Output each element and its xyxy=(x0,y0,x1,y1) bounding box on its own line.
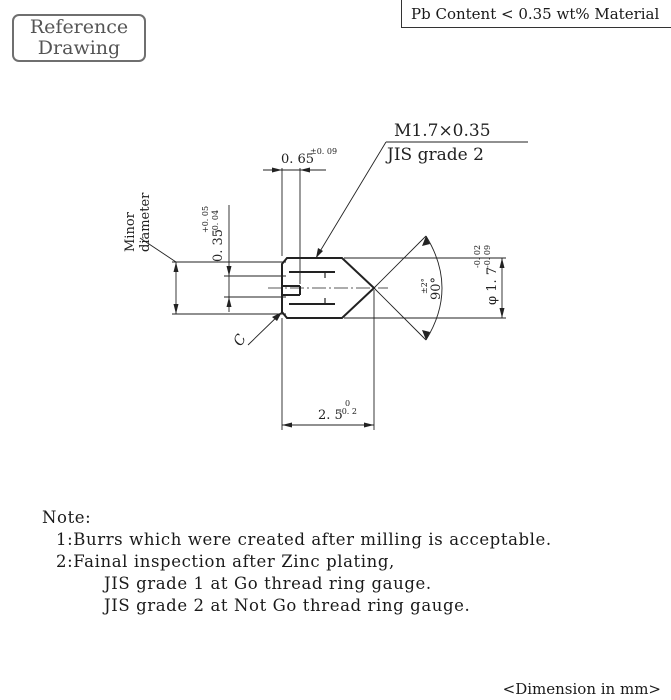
dimension-lines xyxy=(140,142,528,430)
slot-width-tolerance: ±0. 09 xyxy=(310,147,338,156)
arrowheads xyxy=(174,168,505,428)
reference-label-line1: Reference xyxy=(29,16,129,38)
point-angle-value: 90° xyxy=(429,276,444,300)
thread-spec: M1.7×0.35 xyxy=(394,121,491,141)
material-note: Pb Content < 0.35 wt% Material xyxy=(401,0,671,28)
minor-diameter-label-line2: diameter xyxy=(138,192,153,252)
dimension-unit-label: <Dimension in mm> xyxy=(502,680,661,698)
point-angle-tolerance: ±2° xyxy=(420,278,429,294)
notes-title: Note: xyxy=(42,508,92,527)
thread-grade: JIS grade 2 xyxy=(387,145,484,165)
diameter-tolerance-lower: -0. 09 xyxy=(483,244,492,268)
diameter-value: φ 1. 7 xyxy=(485,266,500,305)
reference-label-line2: Drawing xyxy=(37,37,121,59)
chamfer-label: C xyxy=(230,331,250,349)
note-item-1: 1:Burrs which were created after milling is acceptable. xyxy=(56,530,552,549)
slot-width-value: 0. 65 xyxy=(281,152,315,167)
diameter-tolerance-upper: -0. 02 xyxy=(473,244,482,268)
length-value: 2. 5 xyxy=(318,408,343,423)
length-tolerance-lower: -0. 2 xyxy=(339,407,357,416)
slot-depth-value: 0. 35 xyxy=(211,228,226,262)
notes-section xyxy=(42,507,552,617)
slot-depth-tolerance-upper: +0. 05 xyxy=(201,205,210,233)
minor-diameter-label-line1: Minor xyxy=(123,212,138,252)
note-item-2: 2:Fainal inspection after Zinc plating, xyxy=(56,552,395,571)
slot-depth-tolerance-lower: -0. 04 xyxy=(211,209,220,233)
length-tolerance-upper: 0 xyxy=(345,399,351,408)
note-item-2a: JIS grade 1 at Go thread ring gauge. xyxy=(104,574,432,593)
note-item-2b: JIS grade 2 at Not Go thread ring gauge. xyxy=(104,596,471,615)
